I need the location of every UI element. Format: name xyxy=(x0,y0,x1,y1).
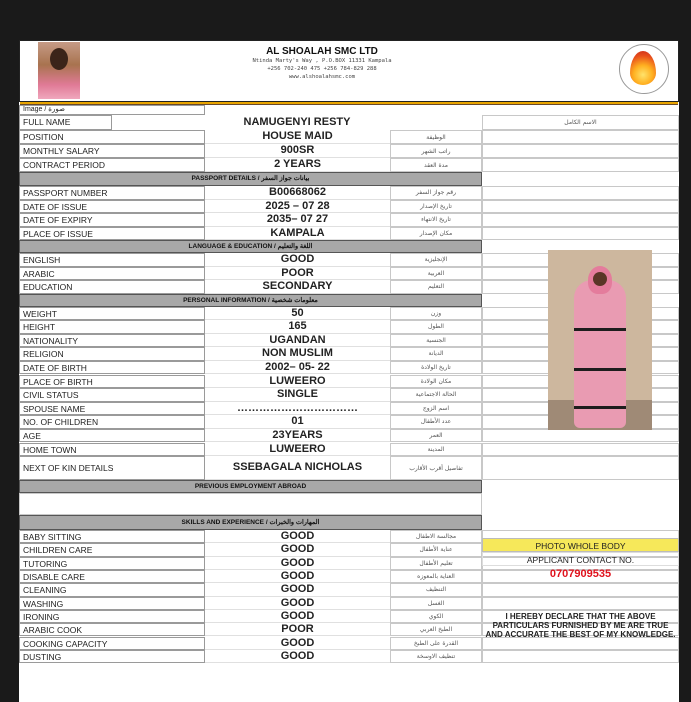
right-blank-cell xyxy=(482,200,679,214)
passport-row-value: 2035– 07 27 xyxy=(205,213,390,227)
field-label: FULL NAME xyxy=(19,115,112,130)
skill-row-label: CLEANING xyxy=(19,583,205,596)
personal-row-arabic-label: المدينة xyxy=(390,443,482,457)
company-address: Ntinda Marty's Way , P.O.BOX 11331 Kampala xyxy=(252,58,392,64)
personal-row-value: NON MUSLIM xyxy=(205,347,390,361)
language-section-band: LANGUAGE & EDUCATION / اللغة والتعليم xyxy=(19,240,482,253)
right-blank-cell xyxy=(482,186,679,200)
personal-row-arabic-label: عدد الأطفال xyxy=(390,415,482,429)
skill-row-label: COOKING CAPACITY xyxy=(19,637,205,650)
personal-row-label: RELIGION xyxy=(19,347,205,361)
language-row-value: GOOD xyxy=(205,253,390,267)
previous-employment-band: PREVIOUS EMPLOYMENT ABROAD xyxy=(19,480,482,493)
personal-row-label: AGE xyxy=(19,429,205,443)
right-blank-cell xyxy=(482,130,679,144)
skill-row-label: BABY SITTING xyxy=(19,530,205,543)
passport-row-arabic-label: مكان الإصدار xyxy=(390,227,482,241)
skill-row-value: GOOD xyxy=(205,570,390,583)
personal-row-value: LUWEERO xyxy=(205,443,390,457)
skill-row-value: GOOD xyxy=(205,637,390,650)
skill-row-label: ARABIC COOK xyxy=(19,623,205,636)
top-row-label: POSITION xyxy=(19,130,205,144)
personal-row-label: NATIONALITY xyxy=(19,334,205,348)
personal-row-label: PLACE OF BIRTH xyxy=(19,375,205,389)
right-blank-cell xyxy=(482,456,679,480)
personal-row-arabic-label: الحالة الاجتماعية xyxy=(390,388,482,402)
skill-row-arabic-label: الطبخ العربي xyxy=(390,623,482,636)
flame-logo-icon xyxy=(619,44,669,94)
skill-row-arabic-label: تعليم الأطفال xyxy=(390,557,482,570)
skill-row-label: TUTORING xyxy=(19,557,205,570)
passport-row-value: KAMPALA xyxy=(205,227,390,241)
personal-row-arabic-label: اسم الزوج xyxy=(390,402,482,416)
language-row-arabic-label: التعليم xyxy=(390,280,482,294)
personal-row-value: 01 xyxy=(205,415,390,429)
top-row-label: MONTHLY SALARY xyxy=(19,144,205,158)
skill-row-arabic-label: مجالسة الاطفال xyxy=(390,530,482,543)
personal-row-label: HEIGHT xyxy=(19,320,205,334)
top-row-label: CONTRACT PERIOD xyxy=(19,158,205,172)
skill-row-label: DISABLE CARE xyxy=(19,570,205,583)
right-blank-cell xyxy=(482,144,679,158)
language-row-value: SECONDARY xyxy=(205,280,390,294)
right-blank-cell xyxy=(482,583,679,596)
personal-row-arabic-label: الديانة xyxy=(390,347,482,361)
top-row-value: HOUSE MAID xyxy=(205,130,390,144)
top-row-arabic-label: مدة العقد xyxy=(390,158,482,172)
personal-row-arabic-label: وزن xyxy=(390,307,482,321)
top-row-arabic-label: الوظيفة xyxy=(390,130,482,144)
full-name-value: NAMUGENYI RESTY xyxy=(243,116,351,128)
form-header xyxy=(19,40,679,102)
company-name: AL SHOALAH SMC LTD xyxy=(266,46,378,57)
right-blank-cell xyxy=(482,213,679,227)
skills-section-band: SKILLS AND EXPERIENCE / المهارات والخبرات xyxy=(19,515,482,530)
skill-row-value: GOOD xyxy=(205,610,390,623)
personal-row-label: HOME TOWN xyxy=(19,443,205,457)
passport-row-label: DATE OF EXPIRY xyxy=(19,213,205,227)
language-row-arabic-label: الإنجليزية xyxy=(390,253,482,267)
previous-employment-area xyxy=(19,493,482,515)
personal-row-value: …………………………… xyxy=(205,402,390,416)
skill-row-arabic-label: الكوي xyxy=(390,610,482,623)
language-row-label: ARABIC xyxy=(19,267,205,281)
passport-row-arabic-label: تاريخ الانتهاء xyxy=(390,213,482,227)
skill-row-value: GOOD xyxy=(205,530,390,543)
contact-label: APPLICANT CONTACT NO. xyxy=(482,552,679,566)
right-blank-cell xyxy=(482,597,679,610)
personal-row-value: 23YEARS xyxy=(205,429,390,443)
personal-row-arabic-label: الجنسية xyxy=(390,334,482,348)
skill-row-value: GOOD xyxy=(205,597,390,610)
right-blank-cell xyxy=(482,429,679,443)
personal-row-arabic-label: الطول xyxy=(390,320,482,334)
skill-row-value: GOOD xyxy=(205,557,390,570)
personal-row-value: 165 xyxy=(205,320,390,334)
personal-row-arabic-label: العمر xyxy=(390,429,482,443)
passport-row-label: DATE OF ISSUE xyxy=(19,200,205,214)
passport-row-value: 2025 – 07 28 xyxy=(205,200,390,214)
skill-row-label: IRONING xyxy=(19,610,205,623)
personal-row-value: UGANDAN xyxy=(205,334,390,348)
personal-row-value: LUWEERO xyxy=(205,375,390,389)
personal-row-value: 50 xyxy=(205,307,390,321)
company-header xyxy=(112,46,532,81)
passport-row-arabic-label: رقم جواز السفر xyxy=(390,186,482,200)
passport-section-band: PASSPORT DETAILS / بيانات جواز السفر xyxy=(19,172,482,186)
skill-row-arabic-label: القدرة على الطبخ xyxy=(390,637,482,650)
personal-row-arabic-label: تاريخ الولادة xyxy=(390,361,482,375)
personal-row-arabic-label: مكان الولادة xyxy=(390,375,482,389)
personal-row-value: 2002– 05- 22 xyxy=(205,361,390,375)
next-of-kin-label: NEXT OF KIN DETAILS xyxy=(19,456,205,480)
next-of-kin-value: SSEBAGALA NICHOLAS xyxy=(205,456,390,480)
skill-row-arabic-label: العناية بالمعوزه xyxy=(390,570,482,583)
photo-whole-body-label: PHOTO WHOLE BODY xyxy=(482,538,679,552)
passport-row-label: PASSPORT NUMBER xyxy=(19,186,205,200)
personal-section-band: PERSONAL INFORMATION / معلومات شخصية xyxy=(19,294,482,307)
full-body-photo xyxy=(548,250,652,430)
image-label: Image / صورة xyxy=(19,105,205,115)
personal-row-label: WEIGHT xyxy=(19,307,205,321)
contact-number: 0707909535 xyxy=(549,568,612,580)
applicant-face-photo xyxy=(38,42,80,99)
skill-row-label: DUSTING xyxy=(19,650,205,663)
field-arabic-label: الاسم الكامل xyxy=(482,115,679,130)
right-blank-cell xyxy=(482,227,679,241)
personal-row-label: NO. OF CHILDREN xyxy=(19,415,205,429)
company-phones: +256 702-240 475 +256 784-829 288 xyxy=(267,66,377,72)
skill-row-arabic-label: عناية الأطفال xyxy=(390,543,482,556)
top-row-value: 900SR xyxy=(205,144,390,158)
top-row-value: 2 YEARS xyxy=(205,158,390,172)
top-row-arabic-label: راتب الشهر xyxy=(390,144,482,158)
passport-row-arabic-label: تاريخ الإصدار xyxy=(390,200,482,214)
skill-row-value: POOR xyxy=(205,623,390,636)
personal-row-label: CIVIL STATUS xyxy=(19,388,205,402)
language-row-label: ENGLISH xyxy=(19,253,205,267)
skill-row-arabic-label: الغسل xyxy=(390,597,482,610)
personal-row-label: SPOUSE NAME xyxy=(19,402,205,416)
application-form xyxy=(19,40,679,702)
skill-row-value: GOOD xyxy=(205,583,390,596)
next-of-kin-arabic-label: تفاصيل أقرب الأقارب xyxy=(390,456,482,480)
skill-row-value: GOOD xyxy=(205,650,390,663)
company-website: www.alshoalahsmc.com xyxy=(288,74,356,80)
skill-row-label: WASHING xyxy=(19,597,205,610)
declaration-text: I HEREBY DECLARE THAT THE ABOVE PARTICULARS FURNISHED BY ME ARE TRUE AND ACCURATE THE BEST OF MY KNOWLEDGE. xyxy=(485,612,676,639)
personal-row-value: SINGLE xyxy=(205,388,390,402)
personal-row-label: DATE OF BIRTH xyxy=(19,361,205,375)
passport-row-value: B00668062 xyxy=(205,186,390,200)
right-blank-cell xyxy=(482,443,679,457)
language-row-arabic-label: العربية xyxy=(390,267,482,281)
skill-row-label: CHILDREN CARE xyxy=(19,543,205,556)
right-blank-cell xyxy=(482,158,679,172)
skill-row-arabic-label: التنظيف xyxy=(390,583,482,596)
language-row-label: EDUCATION xyxy=(19,280,205,294)
language-row-value: POOR xyxy=(205,267,390,281)
skill-row-value: GOOD xyxy=(205,543,390,556)
skill-row-arabic-label: تنظيف الاوسخة xyxy=(390,650,482,663)
passport-row-label: PLACE OF ISSUE xyxy=(19,227,205,241)
